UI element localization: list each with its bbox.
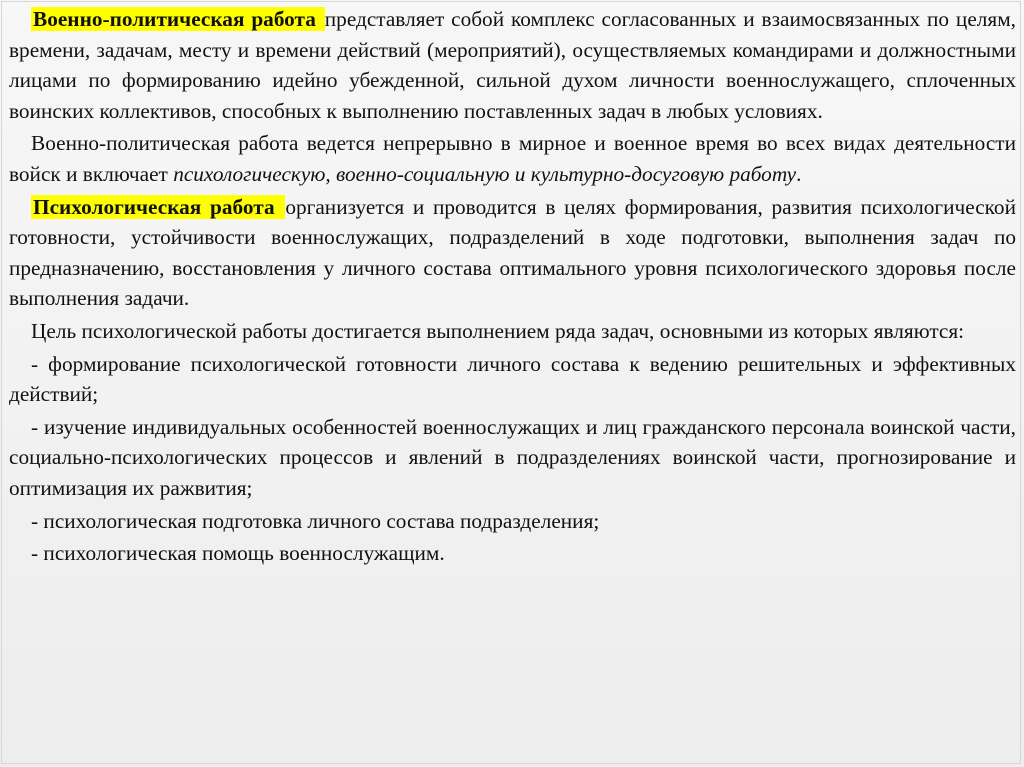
italic-phrase: психологическую, военно-социальную и культурно-досуговую работу	[173, 161, 797, 186]
list-item: - формирование психологической готовности личного состава к ведению решительных и эффективных действий;	[9, 351, 1016, 407]
paragraph-military-political-work	[9, 4, 1016, 126]
paragraph-continuous-work	[9, 128, 1016, 189]
list-item: - психологическая подготовка личного состава подразделения;	[31, 508, 600, 533]
paragraph-text: Цель психологической работы достигается выполнением ряда задач, основными из которых являются:	[31, 318, 965, 343]
paragraph-text: Военно-политическая работа ведется непрерывно в мирное и военное время во всех видах деятельности войск и включает	[9, 131, 1016, 186]
list-item: - изучение индивидуальных особенностей военнослужащих и лиц гражданского персонала воинской части, социально-психологических процессов и явлений в подразделениях воинской части, прогнозирование и оптимизация их ражвития;	[9, 414, 1016, 500]
paragraph-text: представляет собой комплекс согласованных и взаимосвязанных по целям, времени, задачам, месту и времени действий (мероприятий), осуществляемых командирами и должностными лицами по формированию идейно убежденной, сильной духом личности военнослужащего, сплоченных воинских коллективов, способных к выполнению поставленных задач в любых условиях.	[9, 7, 1016, 123]
paragraph-end: .	[796, 161, 802, 186]
highlighted-term: Военно-политическая работа	[33, 7, 323, 31]
paragraph-text: организуется и проводится в целях формирования, развития психологической готовности, устойчивости военнослужащих, подразделений в ходе подготовки, выполнения задач по предназначению, восстановления у личного состава оптимального уровня психологического здоровья после выполнения задачи.	[9, 194, 1016, 311]
paragraph-psychological-work	[9, 192, 1016, 314]
list-item: - психологическая помощь военнослужащим.	[31, 541, 445, 566]
text-body	[9, 4, 1016, 571]
highlighted-term: Психологическая работа	[33, 194, 284, 219]
paragraph-goal	[9, 316, 1016, 347]
